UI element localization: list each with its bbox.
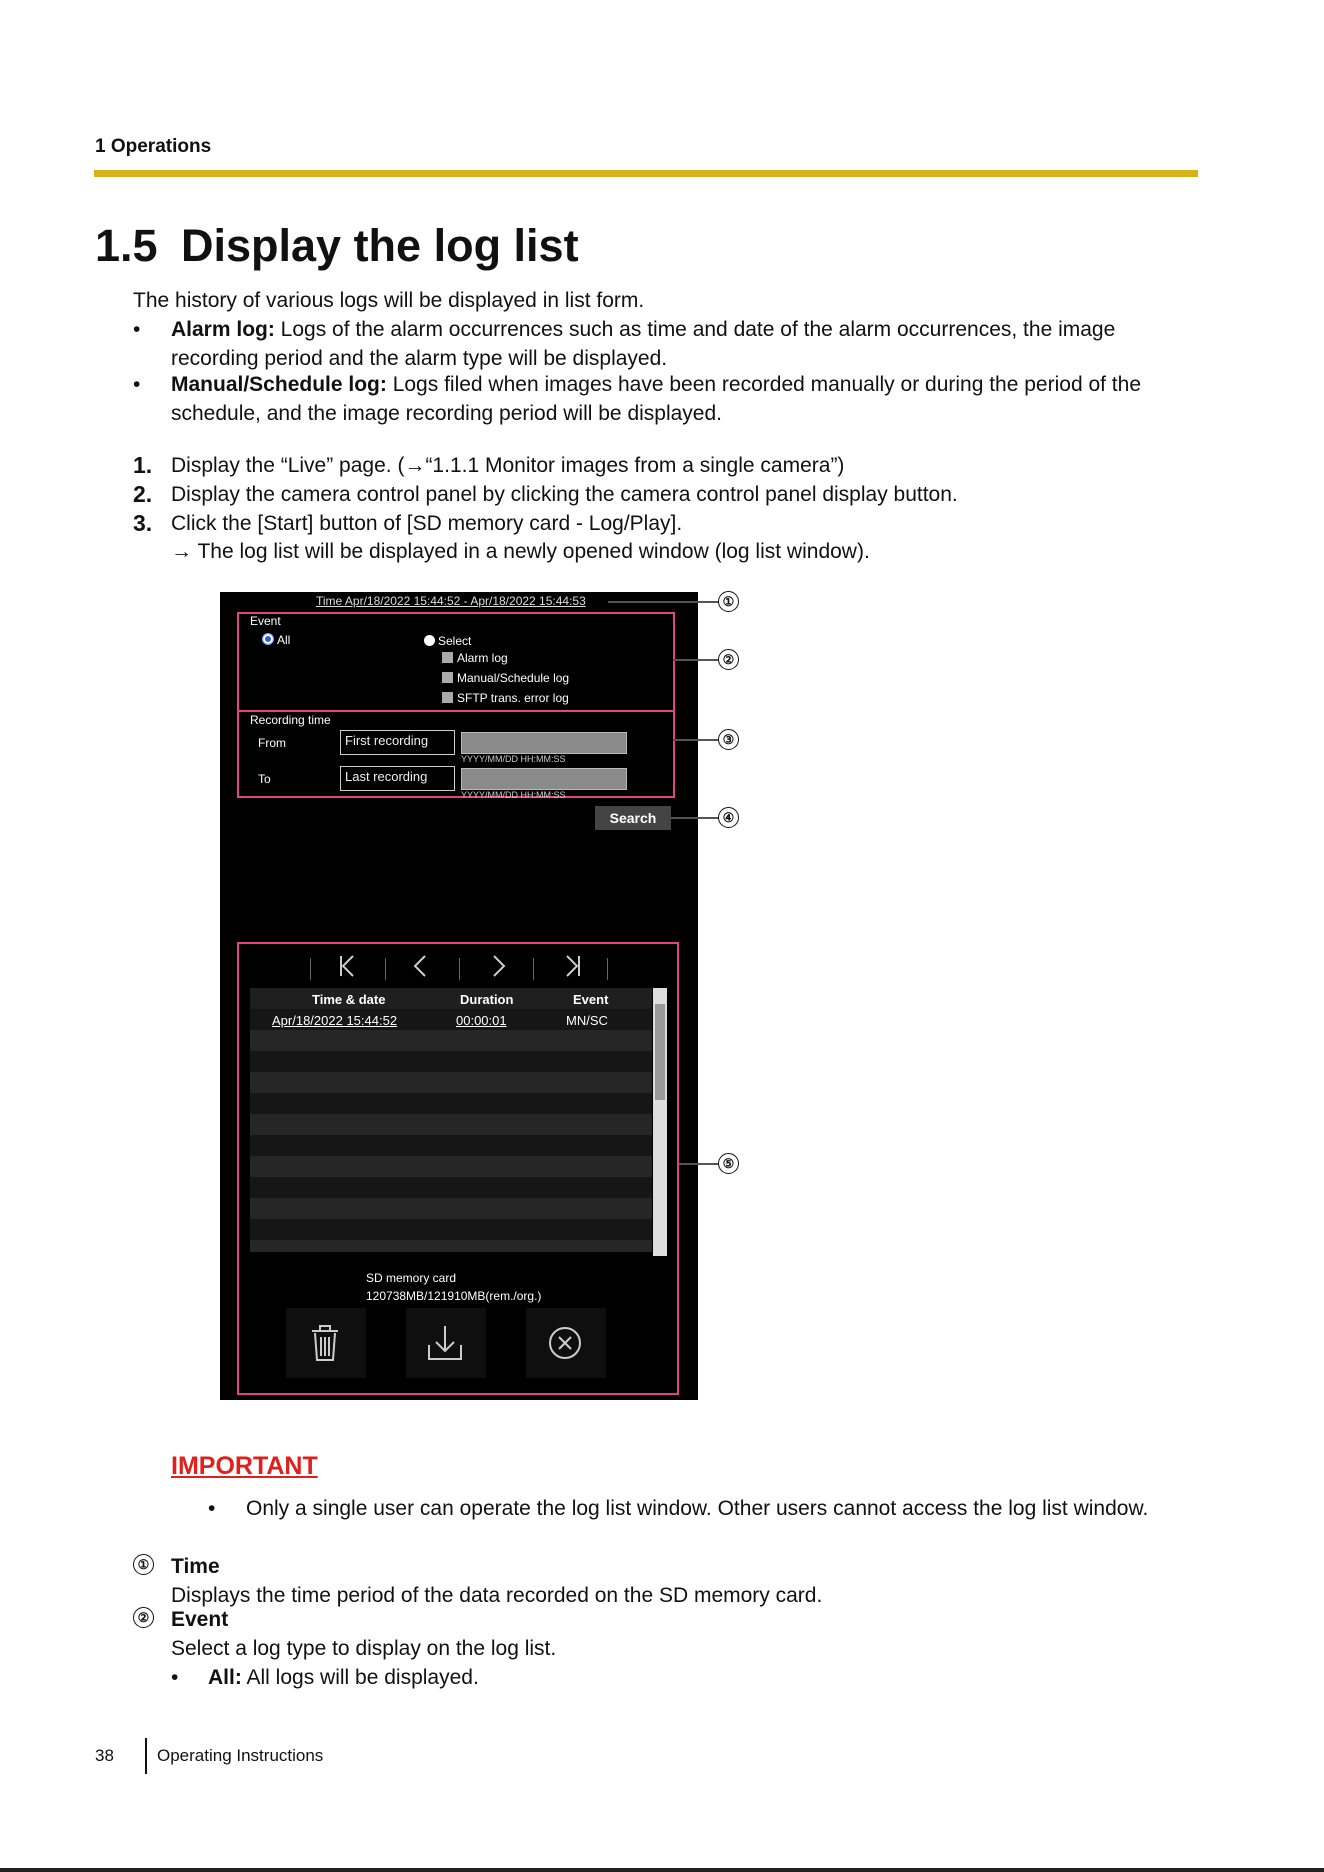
footer-divider <box>145 1738 147 1774</box>
log-time-link[interactable]: Apr/18/2022 15:44:52 <box>272 1013 398 1028</box>
table-row <box>250 1219 652 1240</box>
callout-4: ④ <box>718 807 739 828</box>
recording-time-label: Recording time <box>250 713 331 727</box>
callout-2: ② <box>718 649 739 670</box>
nav-separator <box>385 958 386 980</box>
bullet-text: Logs filed when images have been recorded manually or during the period of the <box>386 373 1142 396</box>
next-page-icon[interactable] <box>492 954 506 985</box>
checkbox-label: Alarm log <box>457 651 508 665</box>
search-button[interactable]: Search <box>595 806 671 830</box>
column-header: Event <box>573 992 609 1007</box>
radio-select[interactable] <box>424 634 471 648</box>
close-circle-icon <box>546 1323 584 1363</box>
last-page-icon[interactable] <box>565 954 581 985</box>
bullet-term: Manual/Schedule log: <box>171 373 387 396</box>
table-row <box>250 1030 652 1051</box>
title-number: 1.5 <box>95 220 158 271</box>
callout-5: ⑤ <box>718 1153 739 1174</box>
table-row <box>250 1114 652 1135</box>
callout-line <box>608 601 720 603</box>
radio-all-label: All <box>277 633 291 647</box>
checkbox-icon <box>442 692 453 703</box>
table-header <box>250 988 652 1009</box>
table-row <box>250 1072 652 1093</box>
callout-line <box>671 817 720 819</box>
bullet-text-cont: schedule, and the image recording period will be displayed. <box>171 402 723 425</box>
checkbox-label: Manual/Schedule log <box>457 671 570 685</box>
table-row <box>250 1240 652 1252</box>
log-event: MN/SC <box>566 1013 608 1028</box>
trash-icon <box>306 1323 344 1363</box>
scrollbar-thumb[interactable] <box>655 1004 665 1100</box>
description-text: Displays the time period of the data recorded on the SD memory card. <box>171 1584 823 1607</box>
table-row <box>250 1177 652 1198</box>
bullet-text-cont: recording period and the alarm type will be displayed. <box>171 347 668 370</box>
section-label: 1 Operations <box>95 136 212 157</box>
radio-select-label: Select <box>438 634 472 648</box>
title-text: Display the log list <box>181 220 579 271</box>
from-label: From <box>258 736 286 750</box>
from-format-hint: YYYY/MM/DD HH:MM:SS <box>461 754 566 764</box>
to-datetime-input[interactable] <box>461 768 627 790</box>
close-button[interactable] <box>526 1308 606 1378</box>
nav-separator <box>459 958 460 980</box>
page-title <box>95 220 579 272</box>
description-text: Select a log type to display on the log list. <box>171 1637 557 1660</box>
table-scrollbar[interactable] <box>653 988 667 1256</box>
radio-selected-icon <box>262 633 274 645</box>
checkbox-alarm-log[interactable] <box>442 651 508 665</box>
table-row <box>250 1093 652 1114</box>
header-rule <box>94 170 1198 177</box>
bullet-term: All: <box>208 1666 242 1689</box>
callout-line <box>673 659 720 661</box>
bullet-term: Alarm log: <box>171 318 275 341</box>
callout-1: ① <box>718 591 739 612</box>
from-datetime-input[interactable] <box>461 732 627 754</box>
download-icon <box>426 1323 464 1363</box>
step-number: 2. <box>133 481 153 507</box>
radio-all[interactable] <box>262 633 290 647</box>
radio-icon <box>424 635 435 646</box>
checkbox-label: SFTP trans. error log <box>457 691 569 705</box>
sd-card-label: SD memory card <box>366 1271 457 1285</box>
from-select[interactable]: First recording <box>340 730 455 755</box>
column-header: Duration <box>460 992 514 1007</box>
download-button[interactable] <box>406 1308 486 1378</box>
callout-3: ③ <box>718 729 739 750</box>
to-format-hint: YYYY/MM/DD HH:MM:SS <box>461 790 566 800</box>
description-title: Event <box>171 1608 229 1631</box>
callout-number: ② <box>133 1607 154 1628</box>
checkbox-manual-schedule-log[interactable] <box>442 671 569 685</box>
intro-text: The history of various logs will be displayed in list form. <box>133 289 645 312</box>
nav-separator <box>533 958 534 980</box>
page-number: 38 <box>95 1746 114 1765</box>
page-bottom-edge <box>0 1868 1324 1872</box>
checkbox-sftp-error-log[interactable] <box>442 691 569 705</box>
bullet-dot: • <box>208 1497 216 1520</box>
event-label: Event <box>250 614 281 628</box>
footer-text: Operating Instructions <box>157 1746 324 1765</box>
bullet-dot: • <box>133 373 141 396</box>
table-row <box>250 1051 652 1072</box>
bullet-text: Logs of the alarm occurrences such as time and date of the alarm occurrences, the image <box>274 318 1116 341</box>
callout-line <box>673 739 720 741</box>
to-label: To <box>258 772 271 786</box>
important-text: Only a single user can operate the log list window. Other users cannot access the log list window. <box>246 1497 1149 1520</box>
step-text: Click the [Start] button of [SD memory card - Log/Play]. <box>171 512 683 535</box>
step-text: Display the “Live” page. (→“1.1.1 Monitor images from a single camera”) <box>171 454 845 477</box>
column-header: Time & date <box>312 992 386 1007</box>
callout-number: ① <box>133 1554 154 1575</box>
step-text: Display the camera control panel by clicking the camera control panel display button. <box>171 483 958 506</box>
table-row[interactable] <box>250 1009 652 1030</box>
time-range-link[interactable]: Time Apr/18/2022 15:44:52 - Apr/18/2022 15:44:53 <box>316 594 586 608</box>
sd-card-capacity: 120738MB/121910MB(rem./org.) <box>366 1289 542 1303</box>
delete-button[interactable] <box>286 1308 366 1378</box>
bullet-dot: • <box>133 318 141 341</box>
bullet-dot: • <box>171 1666 179 1689</box>
table-row <box>250 1156 652 1177</box>
log-duration-link[interactable]: 00:00:01 <box>456 1013 507 1028</box>
log-list-window <box>220 592 698 1400</box>
description-title: Time <box>171 1555 220 1578</box>
checkbox-icon <box>442 652 453 663</box>
table-row <box>250 1135 652 1156</box>
bullet-text: All logs will be displayed. <box>241 1666 479 1689</box>
step-number: 3. <box>133 510 153 536</box>
first-page-icon[interactable] <box>339 954 355 985</box>
step-number: 1. <box>133 452 153 478</box>
nav-separator <box>607 958 608 980</box>
important-heading: IMPORTANT <box>171 1452 318 1480</box>
checkbox-icon <box>442 672 453 683</box>
to-select[interactable]: Last recording <box>340 766 455 791</box>
log-table <box>250 988 650 1252</box>
table-row <box>250 1198 652 1219</box>
nav-separator <box>310 958 311 980</box>
step-result: → The log list will be displayed in a newly opened window (log list window). <box>171 540 870 563</box>
callout-line <box>679 1163 720 1165</box>
prev-page-icon[interactable] <box>413 954 427 985</box>
